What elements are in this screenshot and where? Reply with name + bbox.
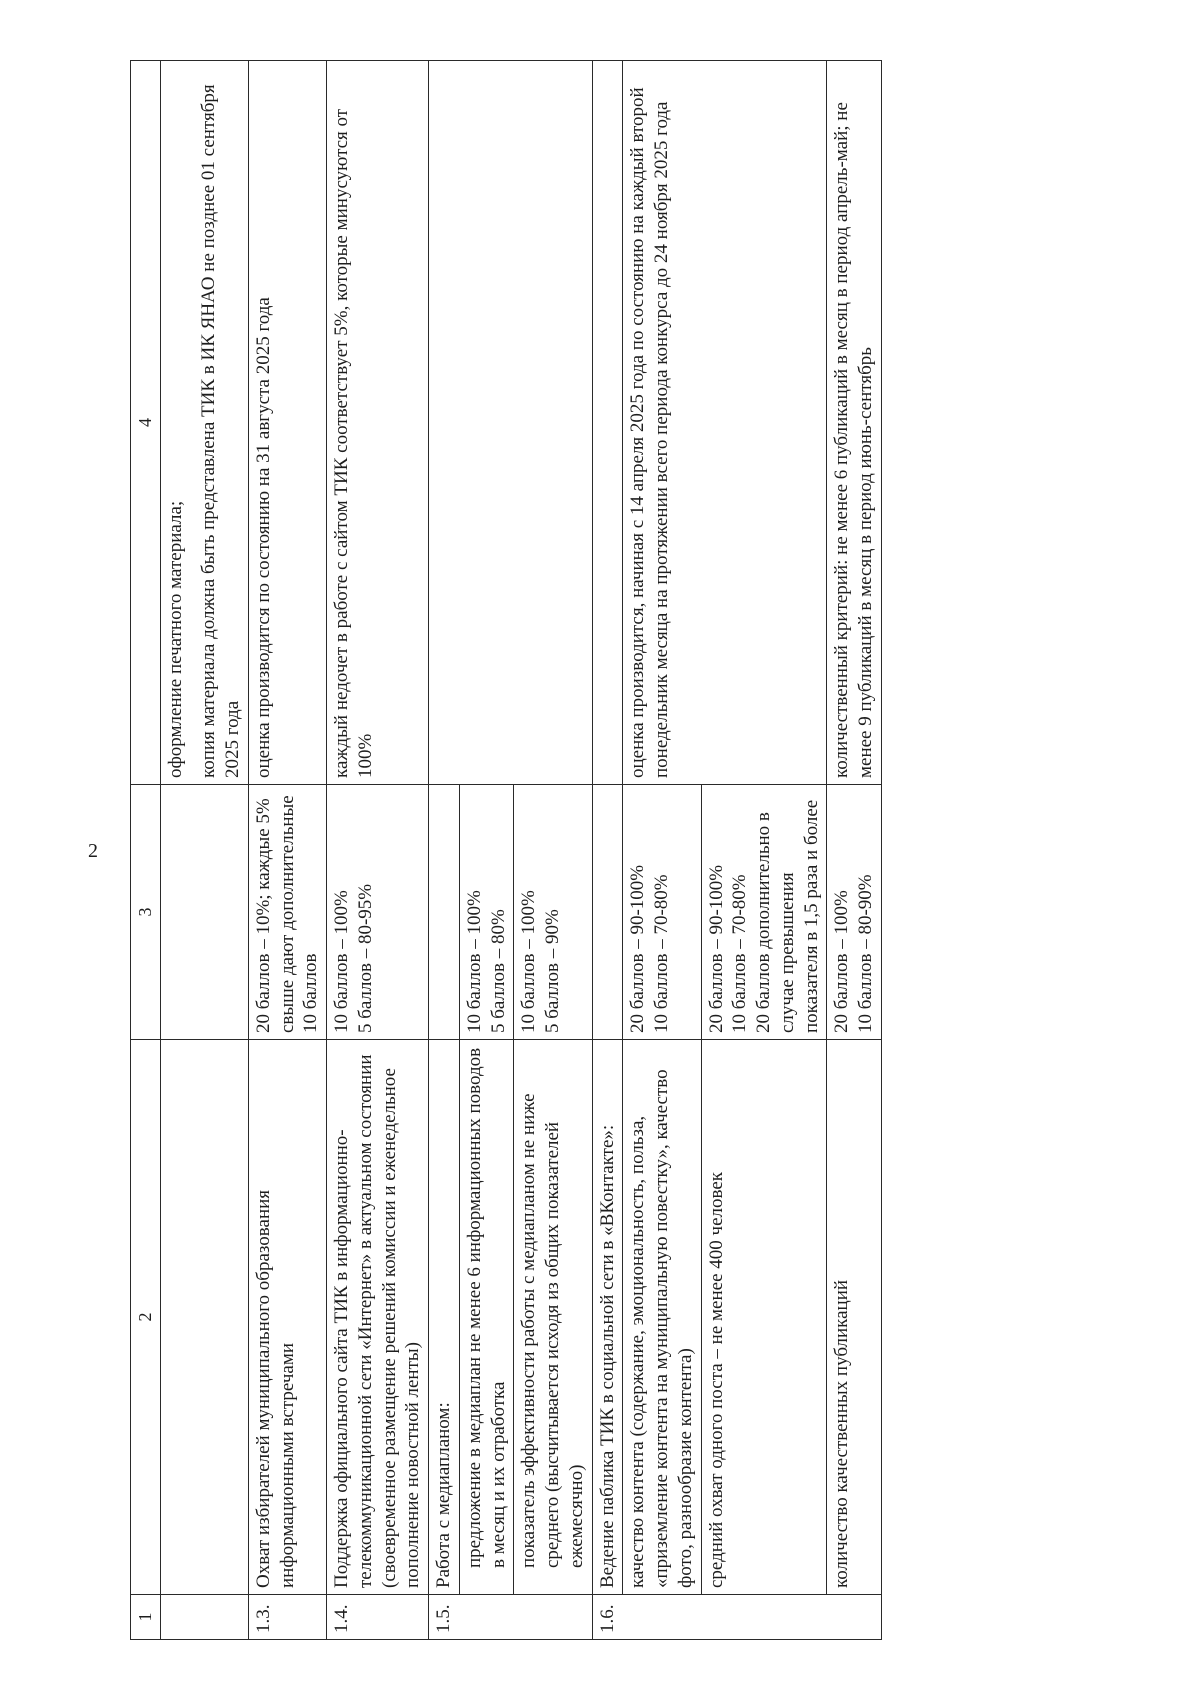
criterion-cell: предложение в медиаплан не менее 6 информационных поводов в месяц и их отработка [459,1040,514,1595]
note-text: оформление печатного материала; [164,500,186,778]
points-cell: 20 баллов – 90-100% 10 баллов – 70-80% [623,785,701,1040]
note-cell [160,61,248,785]
criterion-cell: Работа с медиапланом: [429,1040,460,1595]
row-number: 1.3. [248,1595,326,1640]
rotated-page [130,60,1070,1640]
table-header-row [131,61,161,1640]
column-header: 4 [131,61,161,785]
table-row [429,61,460,1640]
page-number: 2 [88,840,98,862]
criterion-cell: Ведение паблика ТИК в социальной сети в «ВКонтакте»: [592,1040,623,1595]
criterion-cell: Охват избирателей муниципального образования информационными встречами [248,1040,326,1595]
row-number: 1.4. [327,1595,429,1640]
criterion-cell: количество качественных публикаций [827,1040,882,1595]
points-cell: 20 баллов – 10%; каждые 5% свыше дают дополнительные 10 баллов [248,785,326,1040]
points-cell: 10 баллов – 100% 5 баллов – 90% [514,785,592,1040]
table-row [623,61,701,1640]
points-cell: 20 баллов – 100% 10 баллов – 80-90% [827,785,882,1040]
points-cell: 10 баллов – 100% 5 баллов – 80-95% [327,785,429,1040]
criterion-cell: качество контента (содержание, эмоциональность, польза, «приземление контента на муниципальную повестку», качество фото, разнообразие контента) [623,1040,701,1595]
note-cell: каждый недочет в работе с сайтом ТИК соответствует 5%, которые минусуются от 100% [327,61,429,785]
table-row [592,61,623,1640]
criteria-table [130,60,882,1640]
criterion-cell: средний охват одного поста – не менее 400 человек [701,1040,827,1595]
note-cell: оценка производится, начиная с 14 апреля 2025 года по состоянию на каждый второй понедельник месяца на протяжении всего периода конкурса до 24 ноября 2025 года [623,61,827,785]
note-cell: оценка производится по состоянию на 31 августа 2025 года [248,61,326,785]
criterion-cell: показатель эффективности работы с медиапланом не ниже среднего (высчитывается исходя из общих показателей ежемесячно) [514,1040,592,1595]
table-row [160,61,248,1640]
criterion-cell: Поддержка официального сайта ТИК в информационно-телекоммуникационной сети «Интернет» в актуальном состоянии (своевременное размещение решений комиссии и еженедельное пополнение новостной ленты) [327,1040,429,1595]
column-header: 1 [131,1595,161,1640]
note-text: копия материала должна быть представлена ТИК в ИК ЯНАО не позднее 01 сентября 2025 года [198,84,243,778]
table-row [827,61,882,1640]
points-cell: 20 баллов – 90-100% 10 баллов – 70-80% 20 баллов дополнительно в случае превышения показателя в 1,5 раза и более [701,785,827,1040]
row-number: 1.5. [429,1595,593,1640]
column-header: 2 [131,1040,161,1595]
note-cell: количественный критерий: не менее 6 публикаций в месяц в период апрель-май; не менее 9 публикаций в месяц в период июнь-сентябрь [827,61,882,785]
row-number: 1.6. [592,1595,881,1640]
column-header: 3 [131,785,161,1040]
points-cell: 10 баллов – 100% 5 баллов – 80% [459,785,514,1040]
table-row [327,61,429,1640]
table-row [248,61,326,1640]
